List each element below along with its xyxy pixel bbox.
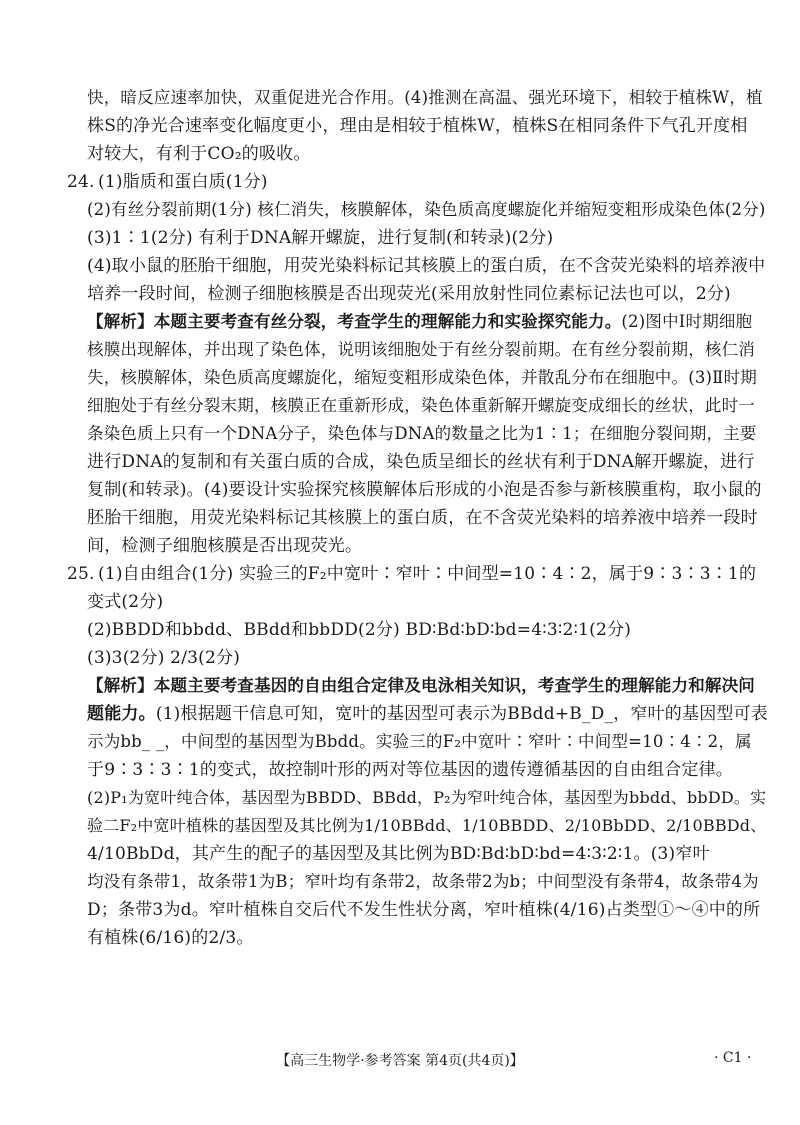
q24-analysis-line-3: 失，核膜解体，染色质高度螺旋化，缩短变粗形成染色体，并散乱分布在细胞中。(3)Ⅱ时期 [87, 368, 757, 387]
q25-number: 25. [67, 564, 95, 584]
q25-analysis-text: (1)根据题干信息可知，宽叶的基因型可表示为BBdd+B_D_，窄叶的基因型可表 [155, 704, 769, 724]
q25-analysis-heading: 【解析】本题主要考查基因的自由组合定律及电泳相关知识，考查学生的理解能力和解决问 [87, 676, 755, 695]
q24-analysis-heading: 【解析】本题主要考查有丝分裂，考查学生的理解能力和实验探究能力。 [87, 312, 622, 331]
q23-line-2: 株S的净光合速率变化幅度更小，理由是相较于植株W，植株S在相同条件下气孔开度相 [87, 116, 748, 136]
q24-answer-1: (1)脂质和蛋白质(1分) [98, 172, 268, 192]
q25-analysis-line-8: D；条带3为d。窄叶植株自交后代不发生性状分离，窄叶植株(4/16)占类型①～④中的所 [87, 900, 761, 920]
q25-answer-1-cont: 变式(2分) [87, 592, 164, 612]
q25-analysis-line-7: 均没有条带1，故条带1为B；窄叶均有条带2，故条带2为b；中间型没有条带4，故条带4为 [87, 872, 759, 891]
q24-analysis-line-5: 条染色质上只有一个DNA分子，染色体与DNA的数量之比为1∶1；在细胞分裂间期，主要 [87, 424, 757, 443]
q24-analysis-text: (2)图中Ⅰ时期细胞 [621, 312, 753, 331]
q25-answer-1: (1)自由组合(1分) 实验三的F₂中宽叶∶窄叶∶中间型=10∶4∶2，属于9∶3∶3∶1的 [98, 564, 757, 584]
q25-analysis-line-6: 4/10BbDd，其产生的配子的基因型及其比例为BD∶Bd∶bD∶bd=4∶3∶2∶1。(3)窄叶 [87, 844, 710, 864]
q25-analysis-line-3: 于9∶3∶3∶1的变式，故控制叶形的两对等位基因的遗传遵循基因的自由组合定律。 [87, 760, 734, 780]
q25-analysis-line-5: 验二F₂中宽叶植株的基因型及其比例为1/10BBdd、1/10BBDD、2/10BbDD、2/10BBDd、 [87, 816, 767, 835]
q25-analysis-line-2: 示为bb_ _，中间型的基因型为Bbdd。实验三的F₂中宽叶∶窄叶∶中间型=10∶4∶2，属 [87, 732, 752, 751]
page-footer: 【高三生物学·参考答案 第4页(共4页)】 [276, 1053, 524, 1069]
q24-analysis-line-9: 间，检测子细胞核膜是否出现荧光。 [87, 536, 363, 556]
q24-analysis-line-1 [87, 310, 752, 334]
q24-answer-4: (4)取小鼠的胚胎干细胞，用荧光染料标记其核膜上的蛋白质，在不含荧光染料的培养液中 [87, 256, 766, 276]
q24-analysis-line-8: 胚胎干细胞，用荧光染料标记其核膜上的蛋白质，在不含荧光染料的培养液中培养一段时 [87, 508, 758, 528]
q25-answer-3: (3)3(2分) 2/3(2分) [87, 648, 241, 668]
q25-analysis-heading-cont: 题能力。 [87, 704, 156, 724]
q24-analysis-line-7: 复制(和转录)。(4)要设计实验探究核膜解体后形成的小泡是否参与新核膜重构，取小鼠的 [87, 480, 762, 500]
q24-analysis-line-2: 核膜出现解体，并出现了染色体，说明该细胞处于有丝分裂前期。在有丝分裂前期，核仁消 [87, 340, 755, 359]
q24-analysis-line-4: 细胞处于有丝分裂末期，核膜正在重新形成，染色体重新解开螺旋变成细长的丝状，此时一 [87, 396, 755, 415]
q23-line-3: 对较大，有利于CO₂的吸收。 [87, 144, 311, 164]
q25-analysis-line-4: (2)P₁为宽叶纯合体，基因型为BBDD、BBdd，P₂为窄叶纯合体，基因型为bbdd、bbDD。实 [87, 788, 767, 807]
q24-number: 24. [67, 172, 95, 192]
q24-answer-5: 培养一段时间，检测子细胞核膜是否出现荧光(采用放射性同位素标记法也可以，2分) [87, 284, 731, 304]
q25-analysis-line-1 [87, 702, 768, 726]
q24-answer-2: (2)有丝分裂前期(1分) 核仁消失，核膜解体，染色质高度螺旋化并缩短变粗形成染色体(2分) [87, 200, 766, 219]
q25-answer-2: (2)BBDD和bbdd、BBdd和bbDD(2分) BD∶Bd∶bD∶bd=4∶3∶2∶1(2分) [87, 620, 632, 640]
q24-analysis-line-6: 进行DNA的复制和有关蛋白质的合成，染色质呈细长的丝状有利于DNA解开螺旋，进行 [87, 452, 755, 472]
footer-code: · C1 · [714, 1050, 752, 1066]
q23-line-1: 快，暗反应速率加快，双重促进光合作用。(4)推测在高温、强光环境下，相较于植株W，植 [87, 88, 763, 107]
q24-answer-3: (3)1∶1(2分) 有利于DNA解开螺旋，进行复制(和转录)(2分) [87, 228, 554, 248]
q25-analysis-line-9: 有植株(6/16)的2/3。 [87, 928, 254, 948]
